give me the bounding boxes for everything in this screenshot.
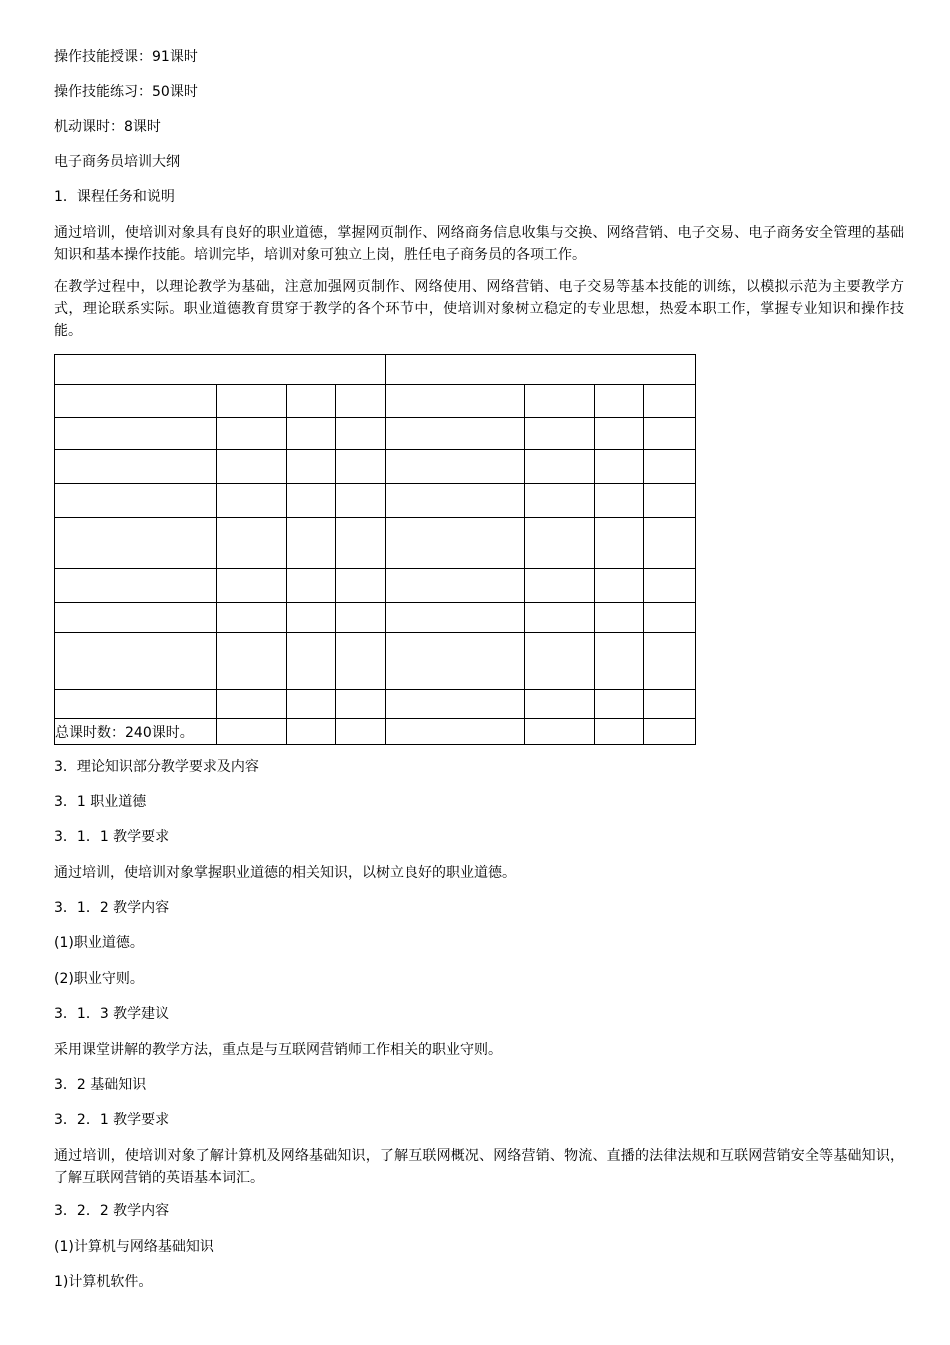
table-cell — [336, 418, 386, 450]
table-cell — [217, 518, 287, 569]
table-cell — [55, 450, 217, 484]
table-cell — [386, 518, 525, 569]
section-heading-1: 1．课程任务和说明 — [54, 189, 175, 205]
table-cell — [55, 484, 217, 518]
table-row — [55, 690, 696, 719]
table-cell — [217, 569, 287, 603]
table-cell — [595, 450, 644, 484]
section-heading-3-1-2: 3．1．2 教学内容 — [54, 900, 170, 916]
document-title: 电子商务员培训大纲 — [54, 154, 180, 170]
table-row — [55, 518, 696, 569]
section-heading-3-1-3: 3．1．3 教学建议 — [54, 1006, 170, 1022]
table-cell — [287, 719, 336, 745]
table-cell — [287, 633, 336, 690]
table-row — [55, 484, 696, 518]
table-row — [55, 569, 696, 603]
paragraph-3-1-3: 采用课堂讲解的教学方法，重点是与互联网营销师工作相关的职业守则。 — [54, 1042, 502, 1058]
table-cell — [336, 603, 386, 633]
table-cell — [217, 484, 287, 518]
table-cell — [336, 569, 386, 603]
table-cell — [525, 603, 595, 633]
table-cell — [217, 603, 287, 633]
table-cell — [595, 484, 644, 518]
table-cell — [287, 690, 336, 719]
table-cell — [55, 690, 217, 719]
hours-flexible: 机动课时：8课时 — [54, 119, 161, 135]
table-cell — [336, 719, 386, 745]
table-cell — [644, 385, 696, 418]
table-cell — [525, 518, 595, 569]
table-row — [55, 385, 696, 418]
table-cell — [595, 385, 644, 418]
table-cell — [644, 484, 696, 518]
table-cell — [644, 569, 696, 603]
list-item: (1)计算机与网络基础知识 — [54, 1239, 214, 1255]
table-cell — [644, 633, 696, 690]
table-cell — [287, 569, 336, 603]
table-cell — [525, 385, 595, 418]
table-cell — [386, 484, 525, 518]
hours-table — [54, 354, 696, 745]
section-heading-3-2-2: 3．2．2 教学内容 — [54, 1203, 170, 1219]
paragraph-course-task: 通过培训，使培训对象具有良好的职业道德，掌握网页制作、网络商务信息收集与交换、网络营销、电子交易、电子商务安全管理的基础知识和基本操作技能。培训完毕，培训对象可独立上岗，胜任电子商务员的各项工作。 — [54, 225, 904, 263]
table-cell — [386, 690, 525, 719]
table-cell — [55, 418, 217, 450]
table-cell — [595, 518, 644, 569]
paragraph-3-2-1: 通过培训，使培训对象了解计算机及网络基础知识，了解互联网概况、网络营销、物流、直播的法律法规和互联网营销安全等基础知识，了解互联网营销的英语基本词汇。 — [54, 1148, 904, 1186]
table-cell — [595, 603, 644, 633]
table-cell — [525, 690, 595, 719]
table-cell — [386, 603, 525, 633]
list-item: (1)职业道德。 — [54, 935, 144, 951]
table-cell — [287, 450, 336, 484]
table-cell — [217, 690, 287, 719]
table-cell — [217, 418, 287, 450]
table-row — [55, 603, 696, 633]
table-cell — [55, 385, 217, 418]
table-cell — [55, 569, 217, 603]
table-row — [55, 355, 696, 385]
table-row — [55, 418, 696, 450]
table-cell — [287, 418, 336, 450]
table-cell — [55, 633, 217, 690]
table-cell — [525, 484, 595, 518]
table-cell — [217, 633, 287, 690]
table-row — [55, 719, 696, 745]
table-cell — [55, 518, 217, 569]
table-cell — [595, 633, 644, 690]
table-cell — [644, 518, 696, 569]
table-cell — [336, 385, 386, 418]
table-cell — [287, 518, 336, 569]
table-cell — [644, 603, 696, 633]
section-heading-3-2: 3．2 基础知识 — [54, 1077, 147, 1093]
table-cell — [336, 450, 386, 484]
table-cell — [336, 484, 386, 518]
section-heading-3-1-1: 3．1．1 教学要求 — [54, 829, 170, 845]
table-cell — [525, 719, 595, 745]
table-cell — [525, 633, 595, 690]
table-cell — [386, 633, 525, 690]
paragraph-3-1-1: 通过培训，使培训对象掌握职业道德的相关知识，以树立良好的职业道德。 — [54, 865, 516, 881]
table-cell — [336, 518, 386, 569]
table-cell — [525, 569, 595, 603]
table-cell — [595, 569, 644, 603]
list-item: 1)计算机软件。 — [54, 1274, 153, 1290]
hours-skill-lecture: 操作技能授课：91课时 — [54, 49, 198, 65]
table-cell — [595, 418, 644, 450]
paragraph-teaching-process: 在教学过程中，以理论教学为基础，注意加强网页制作、网络使用、网络营销、电子交易等基本技能的训练，以模拟示范为主要教学方式，理论联系实际。职业道德教育贯穿于教学的各个环节中，使培训对象树立稳定的专业思想，热爱本职工作，掌握专业知识和操作技能。 — [54, 279, 904, 339]
table-cell — [644, 450, 696, 484]
table-row — [55, 450, 696, 484]
table-row — [55, 633, 696, 690]
table-total-cell: 总课时数：240课时。 — [55, 719, 217, 745]
table-cell — [287, 385, 336, 418]
table-cell — [644, 690, 696, 719]
section-heading-3-1: 3．1 职业道德 — [54, 794, 147, 810]
table-cell — [217, 450, 287, 484]
table-cell — [55, 355, 386, 385]
table-cell — [55, 603, 217, 633]
list-item: (2)职业守则。 — [54, 971, 144, 987]
table-cell — [287, 603, 336, 633]
section-heading-3-2-1: 3．2．1 教学要求 — [54, 1112, 170, 1128]
table-cell — [525, 418, 595, 450]
section-heading-3: 3．理论知识部分教学要求及内容 — [54, 759, 259, 775]
table-cell — [525, 450, 595, 484]
hours-skill-practice: 操作技能练习：50课时 — [54, 84, 198, 100]
table-cell — [287, 484, 336, 518]
table-cell — [595, 719, 644, 745]
table-cell — [386, 418, 525, 450]
table-cell — [386, 385, 525, 418]
table-cell — [217, 719, 287, 745]
table-cell — [595, 690, 644, 719]
table-cell — [386, 719, 525, 745]
table-cell — [386, 355, 696, 385]
table-cell — [336, 633, 386, 690]
table-cell — [217, 385, 287, 418]
table-cell — [644, 418, 696, 450]
table-cell — [386, 569, 525, 603]
table-cell — [336, 690, 386, 719]
table-cell — [386, 450, 525, 484]
table-cell — [644, 719, 696, 745]
